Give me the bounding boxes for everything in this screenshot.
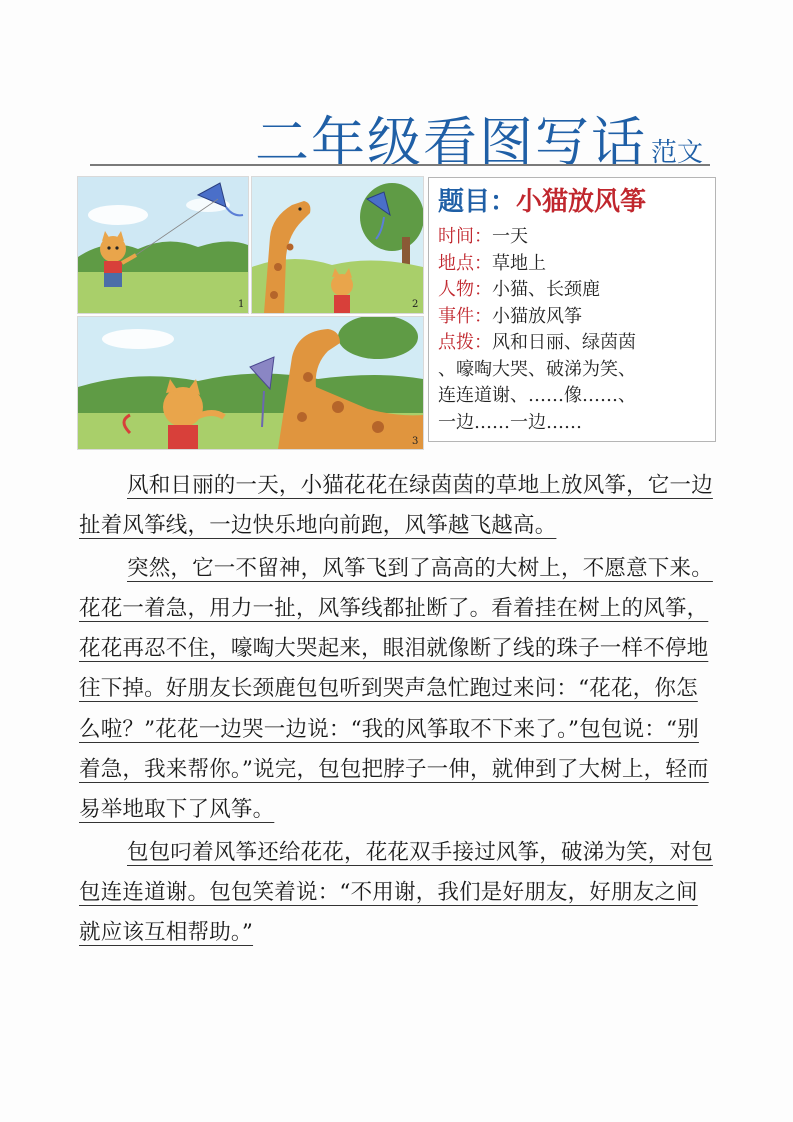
info-row-place (438, 251, 707, 278)
cat-flying-kite-illustration (78, 177, 248, 313)
page-title: 二年级看图写话 (255, 111, 647, 174)
topic-line (438, 184, 707, 220)
info-row-event (438, 304, 707, 331)
info-value: 小猫放风筝 (492, 305, 582, 327)
essay-paragraph-1 (79, 466, 719, 547)
topic-label: 题目： (438, 187, 517, 217)
picture-panel-2 (251, 176, 424, 314)
essay-paragraph-text: 包包叼着风筝还给花花，花花双手接过风筝，破涕为笑，对包包连连道谢。包包笑着说：“不用谢，我们是好朋友，好朋友之间就应该互相帮助。” (79, 839, 713, 946)
info-label: 事件： (438, 305, 492, 327)
info-value: 小猫、长颈鹿 (492, 279, 600, 300)
picture-panel-3 (77, 316, 424, 450)
picture-panel-1 (77, 176, 249, 314)
giraffe-kite-tree-illustration (252, 177, 423, 313)
hint-line-1: 风和日丽、绿茵茵 (492, 332, 636, 353)
hint-line-4: 一边……一边…… (438, 411, 582, 433)
info-label: 地点： (438, 252, 492, 274)
hint-label: 点拨： (438, 332, 492, 353)
info-row-hint (438, 330, 707, 357)
info-label: 时间： (438, 226, 492, 247)
essay-paragraph-text: 突然，它一不留神，风筝飞到了高高的大树上，不愿意下来。花花一着急，用力一扯，风筝线都扯断了。看着挂在树上的风筝，花花再忍不住，嚎啕大哭起来，眼泪就像断了线的珠子一样不停地往下掉。好朋友长颈鹿包包听到哭声急忙跑过来问：“花花，你怎么啦？”花花一边哭一边说：“我的风筝取不下来了。”包包说：“别着急，我来帮你。”说完，包包把脖子一伸，就伸到了大树上，轻而易举地取下了风筝。 (79, 555, 713, 823)
model-essay (79, 466, 719, 956)
essay-paragraph-3 (79, 833, 719, 954)
hint-line-3: 连连道谢、……像……、 (438, 385, 636, 406)
giraffe-returns-kite-illustration (78, 317, 423, 449)
essay-paragraph-text: 风和日丽的一天，小猫花花在绿茵茵的草地上放风筝，它一边扯着风筝线，一边快乐地向前跑，风筝越飞越高。 (79, 473, 713, 539)
panel-number-1: 1 (238, 299, 245, 310)
hint-line-2: 、嚎啕大哭、破涕为笑、 (438, 358, 636, 380)
panel-number-2: 2 (412, 299, 419, 310)
essay-paragraph-2 (79, 549, 719, 831)
story-info-box (428, 177, 716, 442)
info-row-characters (438, 277, 707, 304)
panel-number-3: 3 (412, 436, 419, 447)
page-subtitle: 范文 (651, 138, 704, 168)
topic-value: 小猫放风筝 (516, 187, 647, 217)
info-row-time (438, 224, 707, 251)
info-value: 草地上 (492, 252, 546, 274)
info-value: 一天 (492, 226, 528, 247)
info-label: 人物： (438, 279, 492, 300)
header-divider (90, 164, 710, 166)
